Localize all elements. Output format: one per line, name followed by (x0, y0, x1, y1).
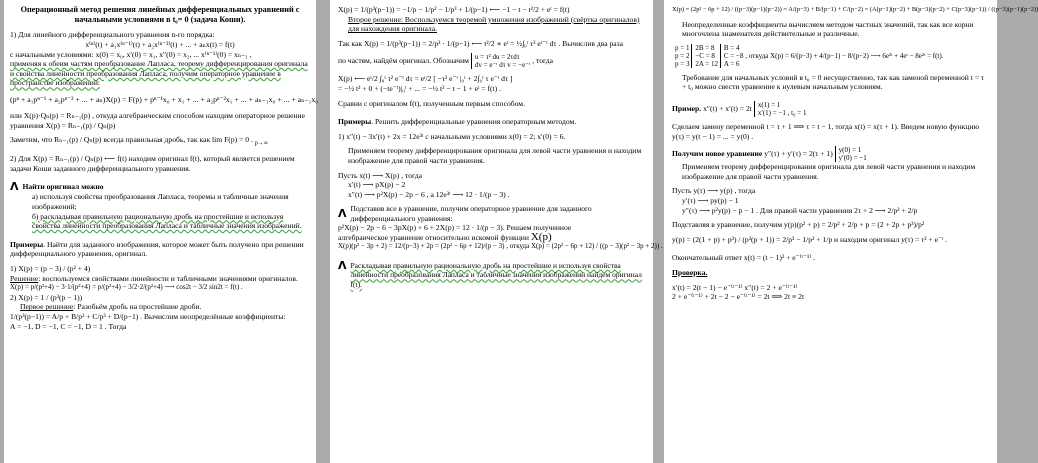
check-1: x′(t) = 2(t − 1) − e⁻⁽ᵗ⁻¹⁾ x″(t) = 2 + e⁻⁽ᵗ⁻¹⁾ (672, 282, 798, 292)
top-formula: X(p) = 1/(p³(p−1)) = −1/p − 1/p² − 1/p³ + 1/(p−1) ⟵ −1 − t − t²/2 + eᵗ = f(t) (338, 5, 570, 14)
page-title: Операционный метод решения линейных дифференциальных уравнений с начальными условиями в t₀= 0 (задача Коши). (20, 5, 300, 24)
coefficient-system: p = 1 p = 2 p = 3 2B = 8 −C = 8 2A = 12 B = 4 C = −8 , A = 6 откуда X(p) = 6/(p−3) + 4/(p−1) − 8/(p−2) ⟶ 6e³ᵗ + 4eᵗ − 8e²ᵗ = f(t). (675, 43, 944, 68)
lambda-icon: Λ (338, 258, 347, 272)
decompose-text: Раскладывая правильную рациональную дробь на простейшие и используя свойства линейности преобразования Лапласа и табличные значения изображений найдем оригинал f(t). (350, 260, 642, 289)
example-2-coeffs: A = −1, D = −1, C = −1, D = 1 . Тогда (10, 321, 127, 331)
ode-formula: x⁽ⁿ⁾(t) + a₁x⁽ⁿ⁻¹⁾(t) + a₂x⁽ⁿ⁻²⁾(t) + ... + aₙx(t) = f(t) (85, 39, 235, 49)
apply-text: Применяем теорему дифференцирования оригинала для левой части уравнения и находим изображение для правой части уравнения. (348, 146, 642, 165)
option-b: б) раскладывая правильную рациональную дробь на простейшие и используя свойства линейности преобразования Лапласа и табличные значения изображений. (32, 211, 302, 231)
examples-text: Примеры. Найти для заданного изображения, которое может быть получено при решении дифференциального уравнения, оригинал. (10, 239, 304, 259)
example: Пример. x″(t) + x′(t) = 2t x(1) = 1 x′(1) = −1 , t₀ = 1 (672, 100, 807, 117)
result-formula: X(p)(p² − 3p + 2) = 12/(p−3) + 2p = (2p² − 6p + 12)/(p − 3) , откуда X(p) = (2p² − 6p + 12) / ((p − 3)(p² − 3p + 2)) . (338, 242, 663, 251)
long-formula-1: X(p) ⟵ eᵗ/2 ∫₀ᵗ τ² e⁻ᵗ dτ = eᵗ/2 [ −τ² e⁻ᵗ |₀ᵗ + 2∫₀ᵗ τ e⁻ᵗ dτ ] (338, 74, 513, 84)
lambda-icon: Λ (10, 180, 19, 194)
decompose-row (338, 258, 645, 289)
operator-equation: (pⁿ + a₁pⁿ⁻¹ + a₂pⁿ⁻² + ... + aₙ)X(p) = F(p) + pⁿ⁻¹x₀ + x₁ + ... + a₂pⁿ⁻²x₁ + ... + aₙ₋₁x₀ + ... + aₙ₋₁x₀ (10, 94, 318, 104)
example-1: 1) X(p) = (p − 3) / (p² + 4) (10, 264, 91, 274)
heading-label: Найти оригинал можно (22, 182, 104, 192)
example-2-partial: 1/(p³(p−1)) = A/p + B/p² + C/p³ + D/(p−1) . Вычислим неопределённые коэффициенты: (10, 311, 286, 321)
item2-text: 2) Для X(p) = Rₙ₋₁(p) / Qₙ(p) ⟵ f(t) находим оригинал f(t), который является решением задачи Коши заданного дифференциального уравнения. (10, 154, 295, 173)
laplace-text: применяя к обеим частям преобразование Лапласа, теорему дифференцирования оригинала и свойства линейности преобразования Лапласа, получим операторное уравнение в пространстве изображений: (10, 59, 308, 88)
example-2-first: Первое решение: Разобьём дробь на простейшие дроби. (20, 302, 202, 312)
task-1: 1) x″(t) − 3x′(t) + 2x = 12e³ᵗ с начальными условиями x(0) = 2; x′(0) = 6. (338, 131, 566, 141)
map-2: y″(τ) ⟶ p²y(p) − p − 1 . Для правой части уравнения 2τ + 2 ⟶ 2/p² + 2/p (682, 205, 918, 215)
substitute-text: Подставив все в уравнение, получим операторное уравнение для заданного дифференциального уравнения: (350, 204, 592, 223)
example-1-formula: X(p) = p/(p²+4) − 3·1/(p²+4) = p/(p²+4) − 3/2·2/(p²+4) ⟶ cos2t − 3/2 sin2t = f(t) . (10, 283, 243, 292)
answer-text: Окончательный ответ x(t) = (t − 1)² + e⁻⁽ᵗ⁻¹⁾ . (672, 253, 815, 263)
document-page-2 (330, 0, 663, 463)
new-equation: Получим новое уравнение y″(τ) + y′(τ) = 2(τ + 1) y(0) = 1 y′(0) = −1 (672, 146, 867, 163)
check-label: Проверка. (672, 267, 708, 277)
substitution-system: u = τ² du = 2τdτ dv = e⁻ᵗ dτ v = −e⁻ᵗ (471, 53, 530, 69)
example-2: 2) X(p) = 1 / (p³(p − 1)) (10, 292, 83, 302)
operator-equation: p²X(p) − 2p − 6 − 3pX(p) + 6 + 2X(p) = 12 · 1/(p − 3). Решаем полученное (338, 223, 572, 233)
map-2: x″(t) ⟶ p²X(p) − 2p − 6 , а 12e³ᵗ ⟶ 12 · 1/(p − 3) . (348, 189, 510, 199)
examples-text: Примеры. Решить дифференциальные уравнения операторным методом. (338, 117, 577, 127)
item1-intro: 1) Для линейного дифференциального уравнения n-го порядка: (10, 30, 215, 39)
note-text: Заметим, что Rₙ₋₁(p) / Qₙ(p) всегда правильная дробь, так как lim F(p) = 0 . $_{p\to\infty}$ (10, 135, 269, 147)
apply-text: Применяем теорему дифференцирования оригинала для левой части уравнения и находим изображение для правой части уравнения. (682, 162, 976, 181)
solution-text: или X(p)·Qₙ(p) = Rₙ₋₁(p) , откуда алгебраическим способом находим операторное решение уравнения X(p) = Rₙ₋₁(p) / Qₙ(p) (10, 110, 305, 130)
compare-text: Сравни с оригиналом f(t), полученным первым способом. (338, 98, 525, 108)
document-page-3 (664, 0, 1038, 463)
example-1-solution: Решение: воспользуемся свойствами линейности и табличными значениями оригиналов. (10, 273, 298, 283)
since-formula: Так как X(p) = 1/(p³(p−1)) = 2/p³ · 1/(p−1) ⟵ t²/2 ∗ eᵗ = ½∫₀ᵗ τ² eᵗ⁻ᵗ dτ . Вычислив два раза (338, 38, 624, 48)
check-2: 2 + e⁻⁽ᵗ⁻¹⁾ + 2t − 2 − e⁻⁽ᵗ⁻¹⁾ = 2t ⟹ 2t ≡ 2t (672, 292, 805, 302)
lambda-icon: Λ (338, 206, 347, 220)
let-text: Пусть x(t) ⟶ X(p) , тогда (338, 170, 422, 180)
let-text: Пусть y(τ) ⟶ y(p) , тогда (672, 186, 756, 196)
map-1: y′(τ) ⟶ py(p) − 1 (682, 195, 739, 205)
initial-conditions: с начальными условиями: x(0) = x₀, x′(0) = x₁, x″(0) = x₂, ... x⁽ⁿ⁻¹⁾(0) = xₙ₋₁ , (10, 49, 252, 59)
option-a: a) используя свойства преобразования Лапласа, теоремы и табличные значения изображений; (32, 192, 289, 212)
substitution-text: Сделаем замену переменной t = τ + 1 ⟹ τ = t − 1, тогда x(t) = x(τ + 1). Введем новую функцию y(τ) = y(t − 1) = ... = y(0) . (672, 121, 980, 141)
second-solution: Второе решение: Воспользуемся теоремой умножения изображений (свёртка оригиналов) для нахождения оригинала. (348, 14, 640, 34)
final-formula: y(p) = (2(1 + p) + p³) / (p³(p + 1)) = 2/p³ − 1/p² + 1/p и находим оригинал y(τ) = τ² + e⁻ᵗ . (672, 234, 948, 244)
document-page-1 (4, 0, 316, 463)
top-formula: X(p) = (2p² − 6p + 12) / ((p−3)(p−1)(p−2)) = A/(p−3) + B/(p−1) + C/(p−2) = (A(p−1)(p−2) + B(p−3)(p−2) + C(p−3)(p−1)) / ((p−3)(p−1)(p−2)) (672, 6, 1038, 13)
note-limit: p→∞ (254, 140, 269, 147)
find-original-heading (10, 182, 310, 192)
substitute-row (338, 204, 645, 223)
map-1: x′(t) ⟶ pX(p) − 2 (348, 180, 406, 190)
substitute-text: Подставляя в уравнение, получим y(p)(p² + p) = 2/p² + 2/p + p = (2 + 2p + p³)/p² (672, 220, 925, 230)
undetermined-text: Неопределенные коэффициенты вычисляем методом частных значений, так как все корни многочлена знаменателя действительные и различные. (682, 19, 974, 39)
long-formula-2: = −½ t² + 0 + (−te⁻ᵗ)|₀ᵗ + ... = −½ t² − t − 1 + eᵗ = f(t) . (338, 83, 501, 93)
requirement-text: Требование для начальных условий в t₀ = 0 несущественно, так как заменой переменной t = τ + t₀ можно свести уравнение к нулевым начальным условиям. (682, 72, 984, 92)
by-parts: по частям, найдём оригинал. Обозначим u = τ² du = 2τdτ dv = e⁻ᵗ dτ v = −e⁻ᵗ , тогда (338, 53, 554, 70)
algebraic-line: алгебраическое уравнение относительно искомой функции X(p) (338, 230, 552, 243)
